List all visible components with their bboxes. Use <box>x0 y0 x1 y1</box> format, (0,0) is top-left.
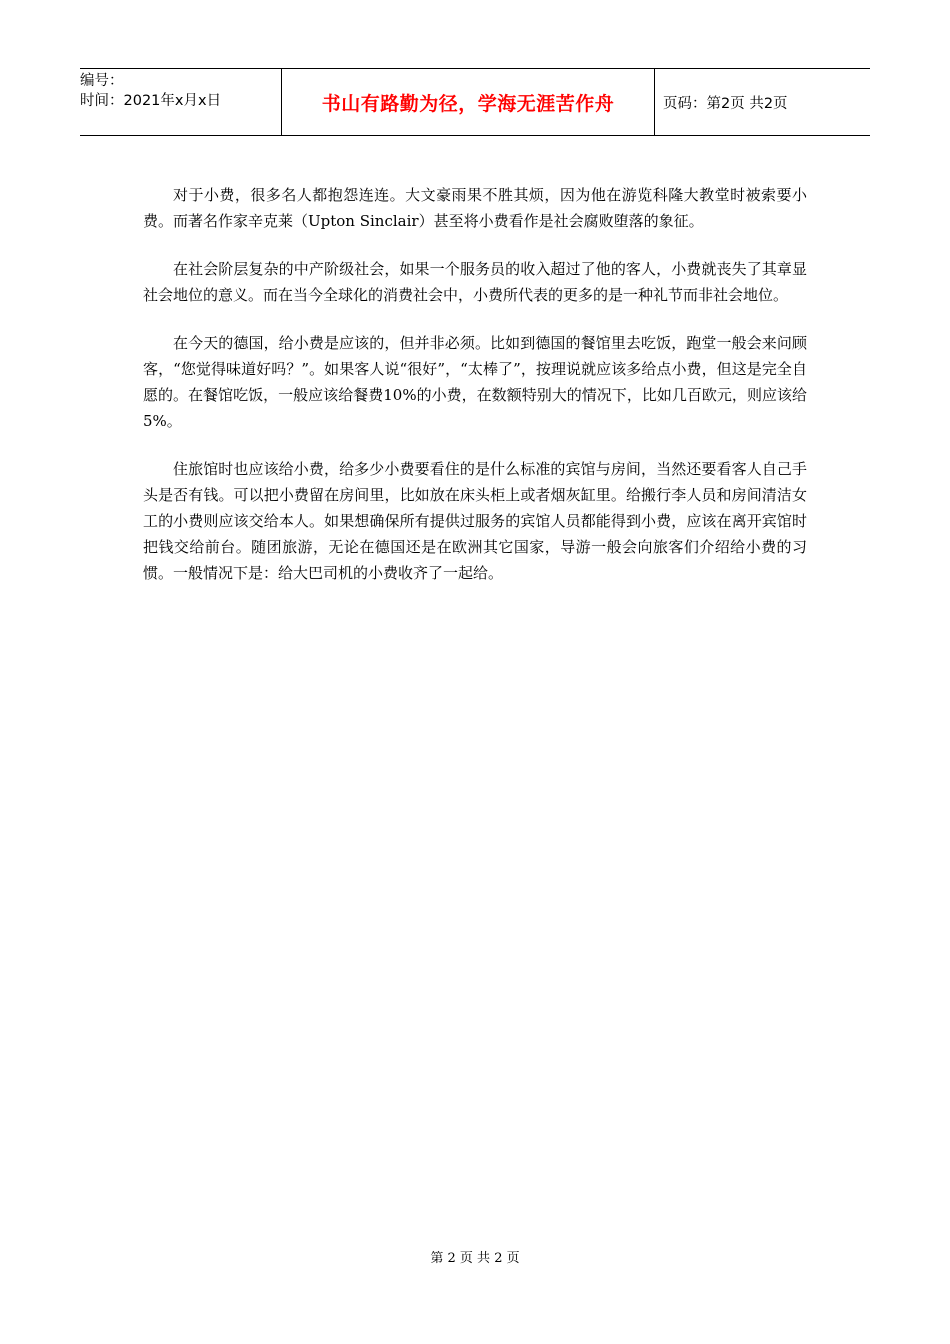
paragraph: 对于小费，很多名人都抱怨连连。大文豪雨果不胜其烦，因为他在游览科隆大教堂时被索要小费。而著名作家辛克莱（Upton Sinclair）甚至将小费看作是社会腐败堕落的象征。 <box>143 186 807 230</box>
paragraph: 在今天的德国，给小费是应该的，但并非必须。比如到德国的餐馆里去吃饭，跑堂一般会来问顾客，“您觉得味道好吗？”。如果客人说“很好”，“太棒了”，按理说就应该多给点小费，但这是完全自愿的。在餐馆吃饭，一般应该给餐费10%的小费，在数额特别大的情况下，比如几百欧元，则应该给5%。 <box>143 334 807 430</box>
document-body <box>143 182 807 608</box>
header-meta <box>80 69 282 135</box>
date-line: 时间：2021年x月x日 <box>80 93 222 109</box>
page-header <box>80 68 870 136</box>
paragraph: 住旅馆时也应该给小费，给多少小费要看住的是什么标准的宾馆与房间，当然还要看客人自己手头是否有钱。可以把小费留在房间里，比如放在床头柜上或者烟灰缸里。给搬行李人员和房间清洁女工的小费则应该交给本人。如果想确保所有提供过服务的宾馆人员都能得到小费，应该在离开宾馆时把钱交给前台。随团旅游，无论在德国还是在欧洲其它国家，导游一般会向旅客们介绍给小费的习惯。一般情况下是：给大巴司机的小费收齐了一起给。 <box>143 460 807 582</box>
motto: 书山有路勤为径，学海无涯苦作舟 <box>321 92 615 115</box>
page-footer <box>0 1247 950 1266</box>
header-page-cell <box>655 69 870 135</box>
header-page-info: 页码：第2页 共2页 <box>663 95 788 112</box>
footer-page-number: 第 2 页 共 2 页 <box>430 1251 520 1266</box>
header-motto-cell <box>282 69 655 135</box>
paragraph: 在社会阶层复杂的中产阶级社会，如果一个服务员的收入超过了他的客人，小费就丧失了其章显社会地位的意义。而在当今全球化的消费社会中，小费所代表的更多的是一种礼节而非社会地位。 <box>143 260 807 304</box>
number-label: 编号： <box>80 73 124 89</box>
